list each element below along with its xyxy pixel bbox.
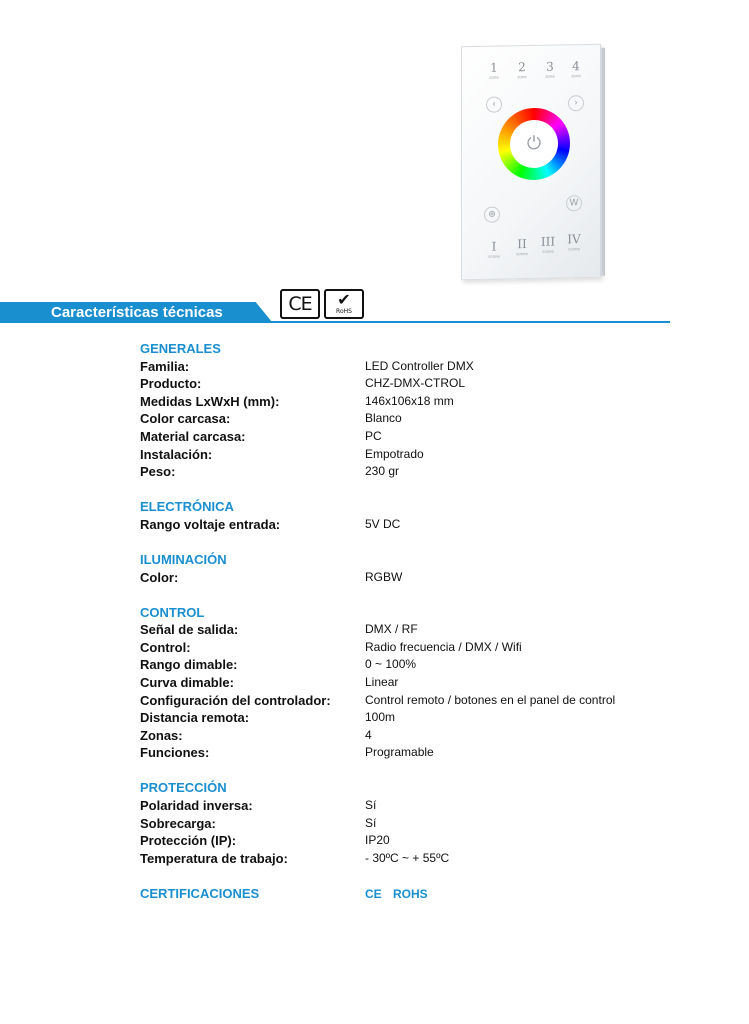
spec-row <box>140 569 660 587</box>
spec-row <box>140 393 660 411</box>
spec-row <box>140 815 660 833</box>
checkmark-icon: ✔ <box>337 290 351 309</box>
page-title: Características técnicas <box>51 304 223 321</box>
spec-label: Peso: <box>140 464 176 480</box>
spec-label: Protección (IP): <box>140 833 237 849</box>
scene-4-button: IV scene <box>567 232 581 252</box>
spec-label: Curva dimable: <box>140 675 234 690</box>
spec-row <box>140 850 660 868</box>
power-icon: ⏻ <box>510 120 558 169</box>
spec-row <box>140 375 660 393</box>
spec-label: Producto: <box>140 376 202 392</box>
spec-row <box>140 463 660 481</box>
rohs-mark-icon: ✔ RoHS <box>324 289 364 319</box>
spec-row <box>140 692 660 710</box>
spec-section <box>140 340 660 481</box>
spec-row <box>140 709 660 727</box>
spec-row <box>140 744 660 762</box>
spec-label: Funciones: <box>140 745 210 761</box>
spec-value: LED Controller DMX <box>365 358 474 373</box>
scene-2-button: II scene <box>516 237 528 257</box>
spec-label: Temperatura de trabajo: <box>140 850 288 866</box>
zone-3-button: 3 zone <box>545 59 555 79</box>
spec-value: DMX / RF <box>365 622 418 637</box>
zone-2-button: 2 zone <box>517 60 527 80</box>
spec-value: Sí <box>365 798 377 813</box>
section-title: GENERALES <box>140 341 221 356</box>
spec-section <box>140 779 660 867</box>
spec-value: Radio frecuencia / DMX / Wifi <box>365 639 522 654</box>
spec-label: Color: <box>140 569 179 585</box>
spec-value: 146x106x18 mm <box>365 393 454 408</box>
spec-row <box>140 428 660 446</box>
spec-label: Polaridad inversa: <box>140 798 253 814</box>
scene-3-button: III scene <box>540 234 556 254</box>
spec-value: 0 ~ 100% <box>365 657 417 672</box>
spec-section <box>140 551 660 586</box>
zone-1-button: 1 zone <box>489 60 499 80</box>
spec-label: Sobrecarga: <box>140 815 216 831</box>
spec-row <box>140 358 660 376</box>
speed-icon: ⊛ <box>484 207 500 223</box>
spec-value: - 30ºC ~ + 55ºC <box>365 850 450 865</box>
panel-edge <box>600 48 605 276</box>
zone-4-button: 4 zone <box>571 59 581 79</box>
spec-value: RGBW <box>365 569 403 584</box>
certifications-row <box>140 885 660 903</box>
spec-value: Blanco <box>365 411 402 426</box>
spec-label: Zonas: <box>140 727 183 743</box>
spec-row <box>140 410 660 428</box>
chevron-left-icon: ‹ <box>486 97 502 113</box>
spec-row <box>140 639 660 657</box>
spec-value: PC <box>365 428 382 443</box>
spec-row <box>140 446 660 464</box>
spec-value: 4 <box>365 727 372 742</box>
spec-value: Programable <box>365 745 434 760</box>
spec-label: Familia: <box>140 358 190 374</box>
section-title: CONTROL <box>140 604 205 620</box>
spec-label: Rango voltaje entrada: <box>140 516 281 532</box>
spec-row <box>140 621 660 639</box>
spec-row <box>140 797 660 815</box>
spec-section <box>140 604 660 762</box>
spec-value: Sí <box>365 815 377 830</box>
spec-label: Material carcasa: <box>140 428 246 444</box>
spec-label: Color carcasa: <box>140 411 231 427</box>
spec-value: 100m <box>365 710 396 725</box>
spec-label: Configuración del controlador: <box>140 692 331 708</box>
product-image-panel <box>461 44 601 280</box>
spec-label: Medidas LxWxH (mm): <box>140 393 280 409</box>
spec-row <box>140 727 660 745</box>
spec-value: Linear <box>365 675 399 689</box>
spec-label: Rango dimable: <box>140 657 238 673</box>
spec-label: Instalación: <box>140 446 213 462</box>
spec-row <box>140 832 660 850</box>
color-wheel <box>498 107 570 180</box>
scene-1-button: I scene <box>488 239 500 259</box>
section-title: PROTECCIÓN <box>140 780 227 796</box>
spec-value: IP20 <box>365 833 390 848</box>
spec-value: 5V DC <box>365 516 401 531</box>
spec-section <box>140 498 660 533</box>
certifications-title: CERTIFICACIONES <box>140 885 260 901</box>
chevron-right-icon: › <box>568 95 584 111</box>
spec-value: Empotrado <box>365 446 424 461</box>
spec-value: 230 gr <box>365 464 400 479</box>
spec-value: Control remoto / botones en el panel de control <box>365 692 616 707</box>
spec-value: CHZ-DMX-CTROL <box>365 376 465 391</box>
section-title: ILUMINACIÓN <box>140 551 227 567</box>
spec-label: Señal de salida: <box>140 622 239 638</box>
certifications-value: CE ROHS <box>365 886 428 901</box>
spec-row <box>140 516 660 534</box>
spec-row <box>140 674 660 692</box>
spec-table <box>140 340 660 903</box>
spec-label: Distancia remota: <box>140 710 250 726</box>
spec-row <box>140 656 660 674</box>
white-button: W <box>566 195 582 211</box>
ce-mark-icon: CE <box>280 289 320 319</box>
section-title: ELECTRÓNICA <box>140 499 234 515</box>
spec-label: Control: <box>140 639 191 655</box>
